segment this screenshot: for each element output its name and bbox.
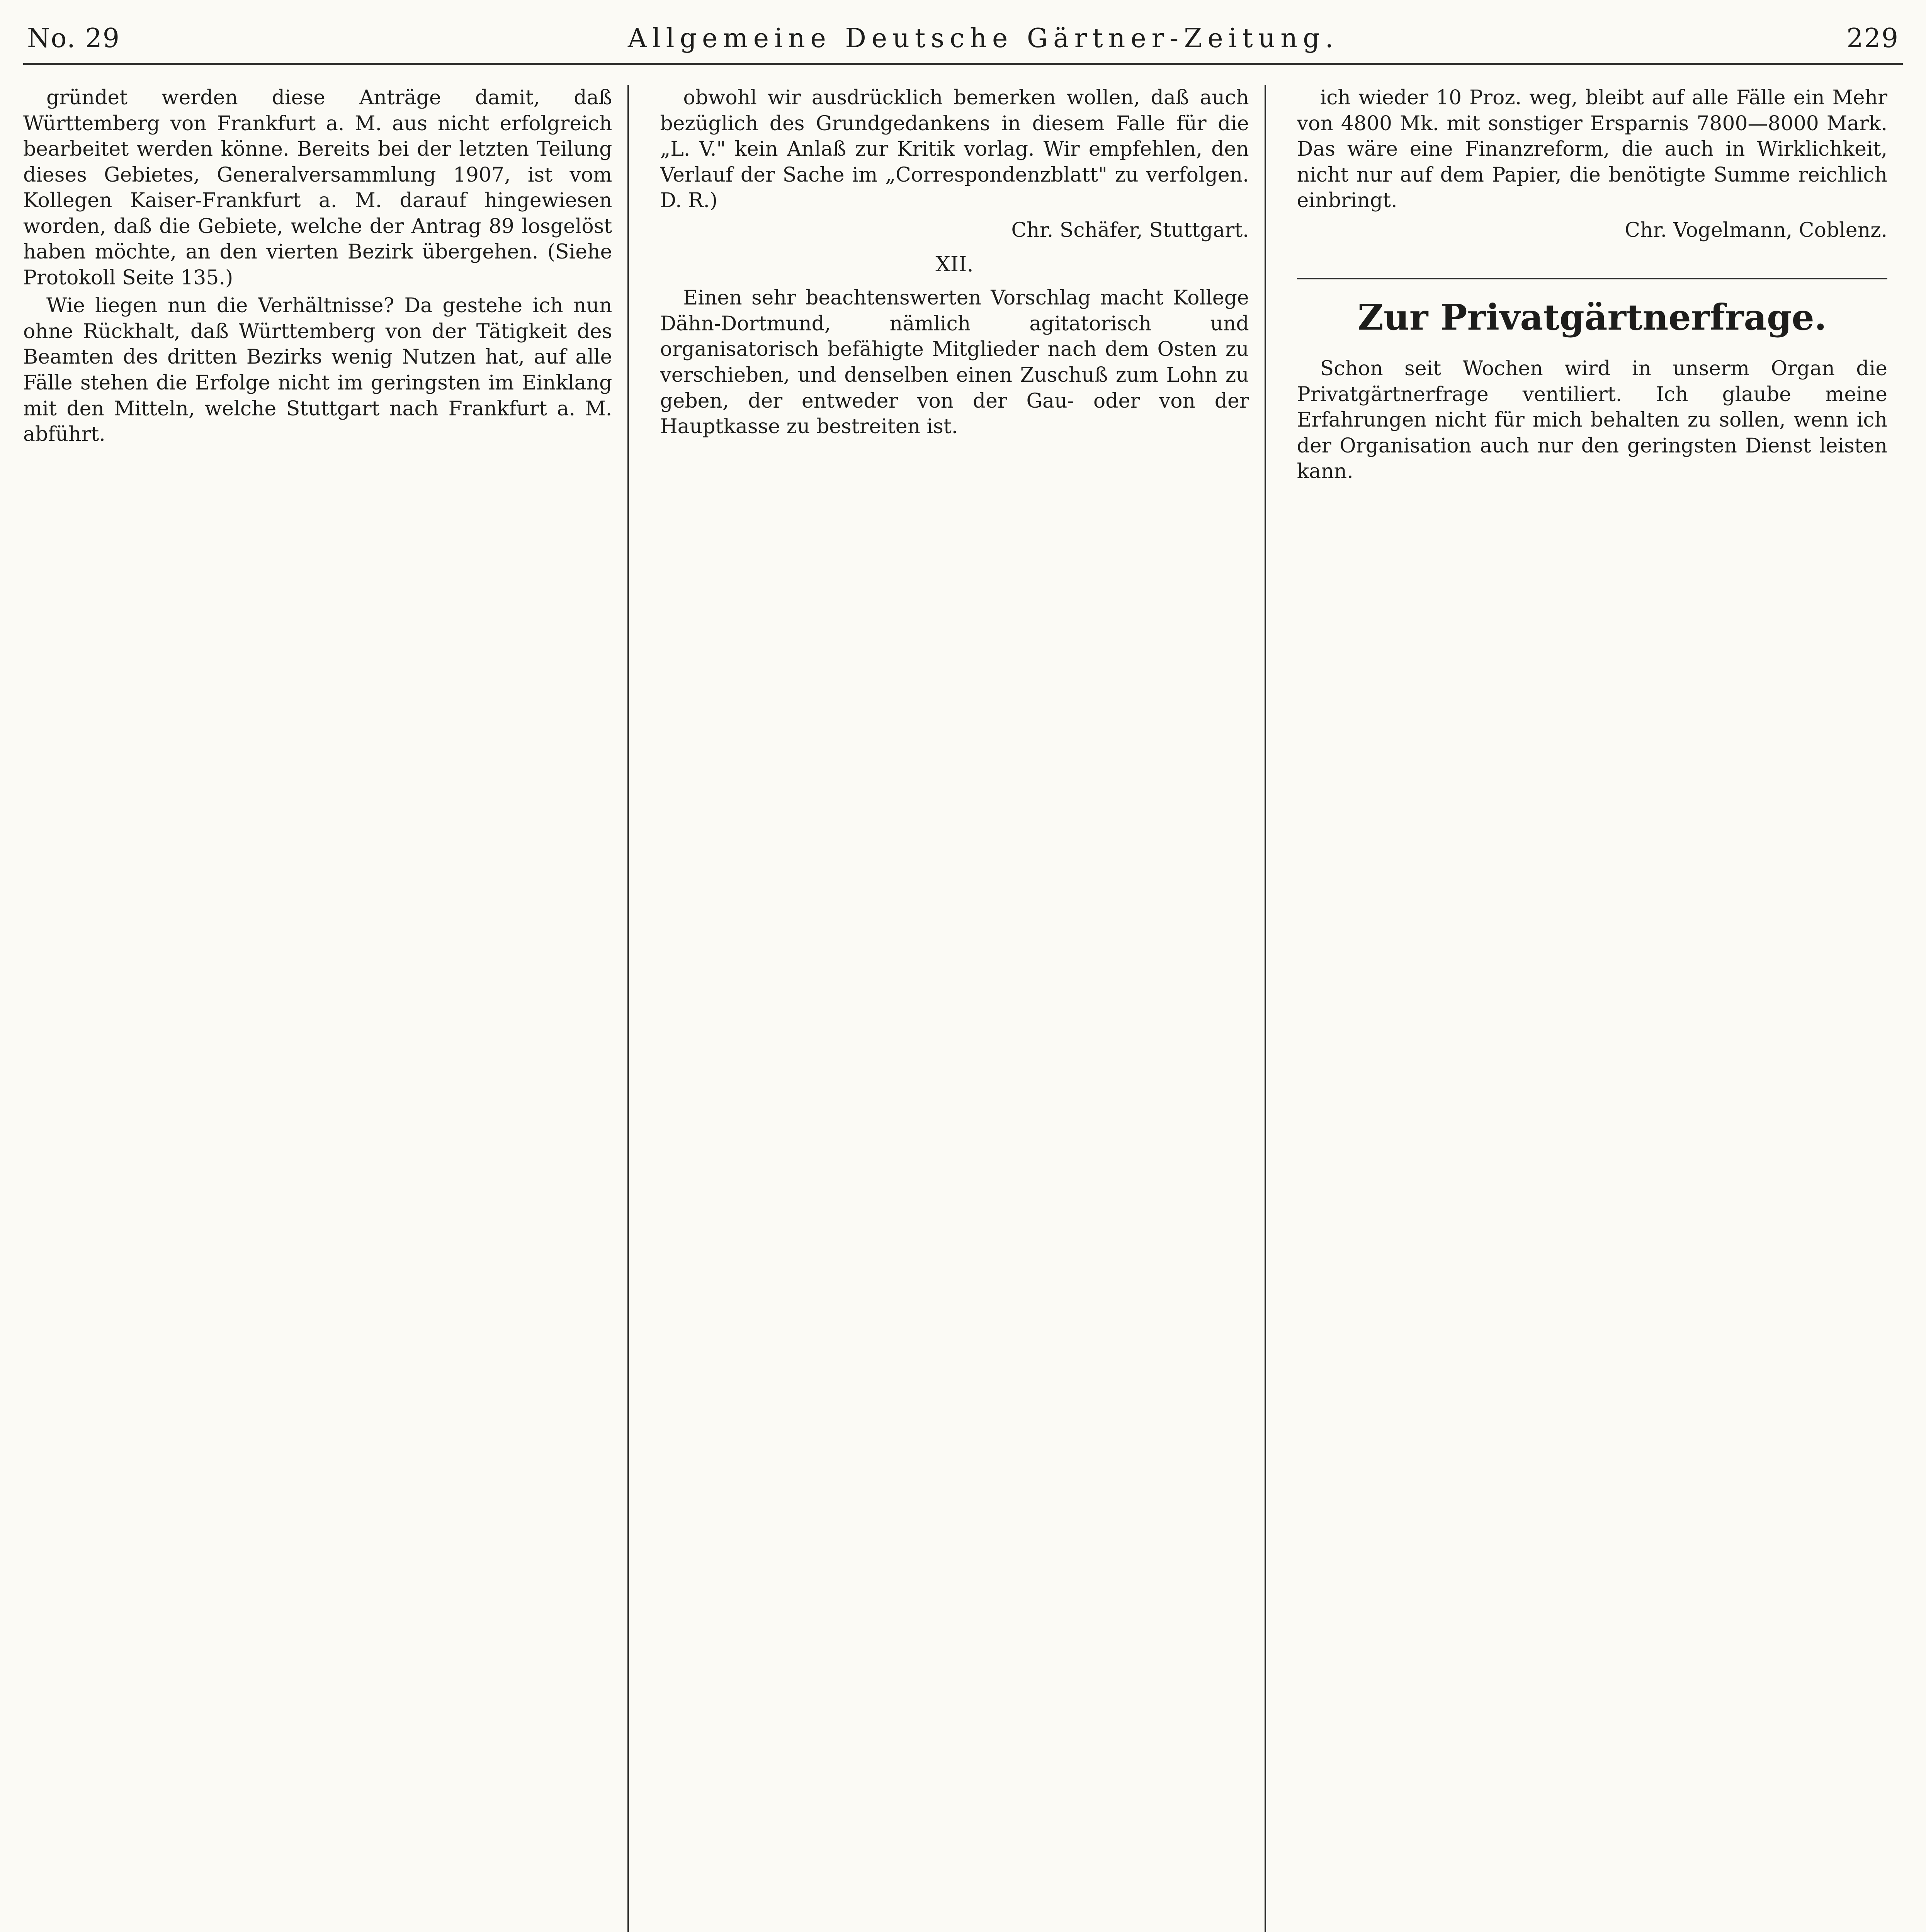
- page-number: 229: [1846, 23, 1899, 54]
- column-3: [1297, 85, 1903, 1932]
- column-1: [23, 85, 629, 1932]
- page-header: [23, 23, 1903, 65]
- section-title: Zur Privatgärtnerfrage.: [1297, 278, 1887, 340]
- section-number: XII.: [935, 252, 974, 277]
- author-signature: Chr. Vogelmann, Coblenz.: [1625, 218, 1887, 242]
- paragraph: ich wieder 10 Proz. weg, bleibt auf alle Fälle ein Mehr von 4800 Mk. mit sonstiger Ersparnis 7800—8000 Mark. Das wäre eine Finanzreform, die auch in Wirklichkeit, nicht nur auf dem Papier, die benötigte Summe reichlich einbringt.: [1297, 86, 1887, 213]
- paragraph: Einen sehr beachtenswerten Vorschlag macht Kollege Dähn-Dortmund, nämlich agitatorisch und organisatorisch befähigte Mitglieder nach dem Osten zu verschieben, und denselben einen Zuschuß zum Lohn zu geben, der entweder von der Gau- oder von der Hauptkasse zu bestreiten ist.: [660, 286, 1249, 439]
- paragraph: Schon seit Wochen wird in unserm Organ die Privatgärtnerfrage ventiliert. Ich glaube meine Erfahrungen nicht für mich behalten zu sollen, wenn ich der Organisation auch nur den geringsten Dienst leisten kann.: [1297, 357, 1887, 483]
- paragraph: Wie liegen nun die Verhältnisse? Da gestehe ich nun ohne Rückhalt, daß Württemberg von der Tätigkeit des Beamten des dritten Bezirks wenig Nutzen hat, auf alle Fälle stehen die Erfolge nicht im geringsten im Einklang mit den Mitteln, welche Stuttgart nach Frankfurt a. M. abführt.: [23, 294, 612, 446]
- issue-number: No. 29: [27, 23, 121, 54]
- paragraph: obwohl wir ausdrücklich bemerken wollen, daß auch bezüglich des Grundgedankens in diesem Falle für die „L. V." kein Anlaß zur Kritik vorlag. Wir empfehlen, den Verlauf der Sache im „Correspondenzblatt" zu verfolgen. D. R.): [660, 86, 1249, 213]
- newspaper-title: Allgemeine Deutsche Gärtner-Zeitung.: [627, 23, 1339, 54]
- newspaper-page: [23, 23, 1903, 1932]
- text-columns: [23, 85, 1903, 1932]
- paragraph: gründet werden diese Anträge damit, daß Württemberg von Frankfurt a. M. aus nicht erfolgreich bearbeitet werden könne. Bereits bei der letzten Teilung dieses Gebietes, Generalversammlung 1907, ist vom Kollegen Kaiser-Frankfurt a. M. darauf hingewiesen worden, daß die Gebiete, welche der Antrag 89 losgelöst haben möchte, an den vierten Bezirk übergehen. (Siehe Protokoll Seite 135.): [23, 86, 612, 289]
- column-2: [660, 85, 1266, 1932]
- author-signature: Chr. Schäfer, Stuttgart.: [1011, 218, 1249, 242]
